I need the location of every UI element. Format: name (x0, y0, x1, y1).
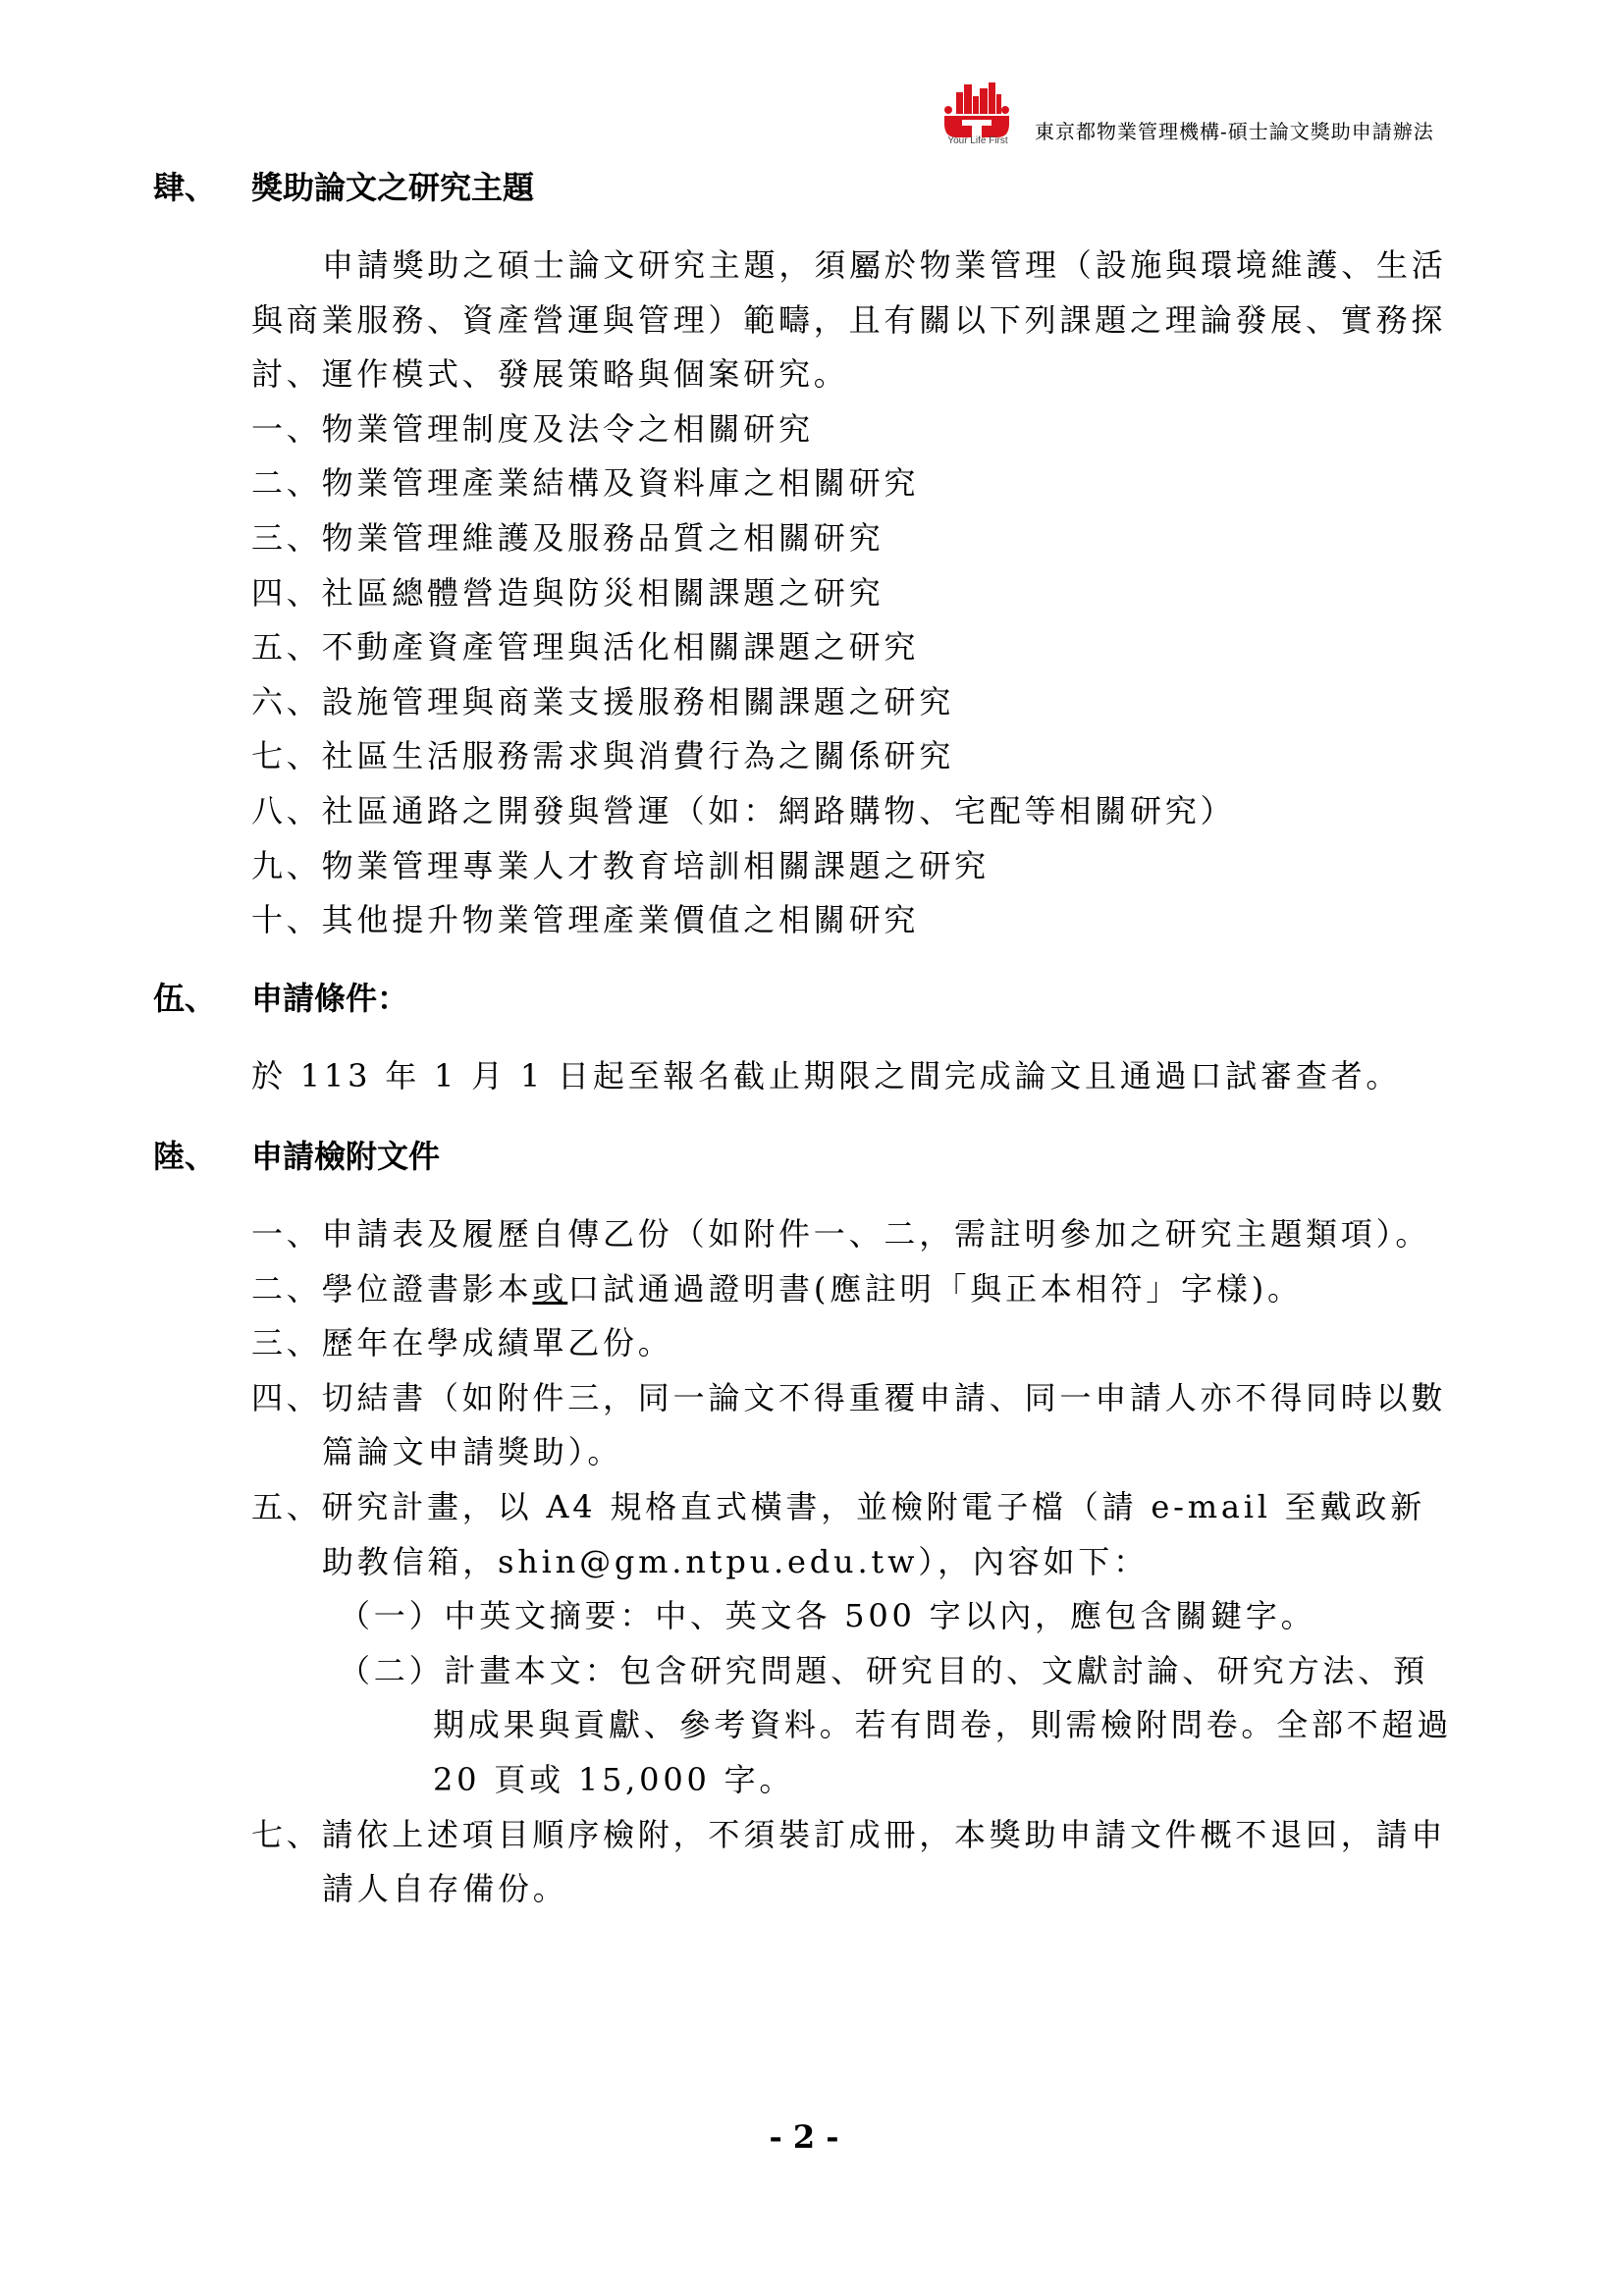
list-item: 四、社區總體營造與防災相關課題之研究 (251, 573, 884, 612)
list-item: 五、研究計畫，以 A4 規格直式橫書，並檢附電子檔（請 e-mail 至戴政新助教信箱，shin@gm.ntpu.edu.tw），內容如下： (251, 1487, 1425, 1580)
section4-heading (153, 160, 534, 215)
section6-heading (153, 1129, 440, 1184)
list-item: 四、切結書（如附件三，同一論文不得重覆申請、同一申請人亦不得同時以數篇論文申請獎助）。 (251, 1378, 1447, 1471)
list-item (251, 1262, 1453, 1317)
list-item: 七、請依上述項目順序檢附，不須裝訂成冊，本獎助申請文件概不退回，請申請人自存備份。 (251, 1815, 1447, 1908)
list-item: 一、申請表及履歷自傳乙份（如附件一、二，需註明參加之研究主題類項）。 (251, 1215, 1431, 1253)
page-number: - 2 - (769, 2118, 839, 2156)
list-item: 三、歷年在學成績單乙份。 (251, 1324, 673, 1362)
list-item: 九、物業管理專業人才教育培訓相關課題之研究 (251, 846, 990, 884)
list-item: 一、物業管理制度及法令之相關研究 (251, 409, 814, 448)
section4-body (251, 239, 1453, 948)
section5-text: 於 113 年 1 月 1 日起至報名截止期限之間完成論文且通過口試審查者。 (251, 1057, 1402, 1095)
item2-text: 二、學位證書影本 (251, 1269, 533, 1308)
sub-item: （二）計畫本文：包含研究問題、研究目的、文獻討論、研究方法、預期成果與貢獻、參考資料。若有問卷，則需檢附問卷。全部不超過 20 頁或 15,000 字。 (339, 1651, 1453, 1798)
section6-number: 陸、 (153, 1138, 217, 1175)
list-item: 八、社區通路之開發與營運（如：網路購物、宅配等相關研究） (251, 791, 1236, 829)
list-item: 十、其他提升物業管理產業價值之相關研究 (251, 901, 920, 939)
section5-number: 伍、 (153, 980, 217, 1017)
section6-title: 申請檢附文件 (251, 1138, 441, 1175)
list-item: 五、不動產資產管理與活化相關課題之研究 (251, 628, 920, 667)
section5-heading (153, 971, 408, 1026)
section4-title: 獎助論文之研究主題 (251, 169, 535, 206)
sub-item: （一）中英文摘要：中、英文各 500 字以內，應包含關鍵字。 (339, 1597, 1316, 1635)
list-item: 六、設施管理與商業支援服務相關課題之研究 (251, 682, 955, 721)
section5-title: 申請條件： (251, 980, 409, 1017)
list-item: 三、物業管理維護及服務品質之相關研究 (251, 518, 884, 557)
logo-tagline: Your Life First (947, 135, 1008, 146)
list-item: 二、物業管理產業結構及資料庫之相關研究 (251, 464, 920, 503)
section6-body (251, 1207, 1453, 1917)
list-item: 七、社區生活服務需求與消費行為之關係研究 (251, 737, 955, 775)
section5-body (251, 1049, 1453, 1104)
item2-text-end: 口試通過證明書(應註明「與正本相符」字樣)。 (567, 1269, 1303, 1308)
section4-number: 肆、 (153, 169, 217, 206)
item2-underlined: 或 (532, 1269, 568, 1308)
header-title: 東京都物業管理機構-碩士論文獎助申請辦法 (1035, 120, 1434, 143)
section4-intro: 申請獎助之碩士論文研究主題，須屬於物業管理（設施與環境維護、生活與商業服務、資產營運與管理）範疇，且有關以下列課題之理論發展、實務探討、運作模式、發展策略與個案研究。 (251, 246, 1447, 394)
